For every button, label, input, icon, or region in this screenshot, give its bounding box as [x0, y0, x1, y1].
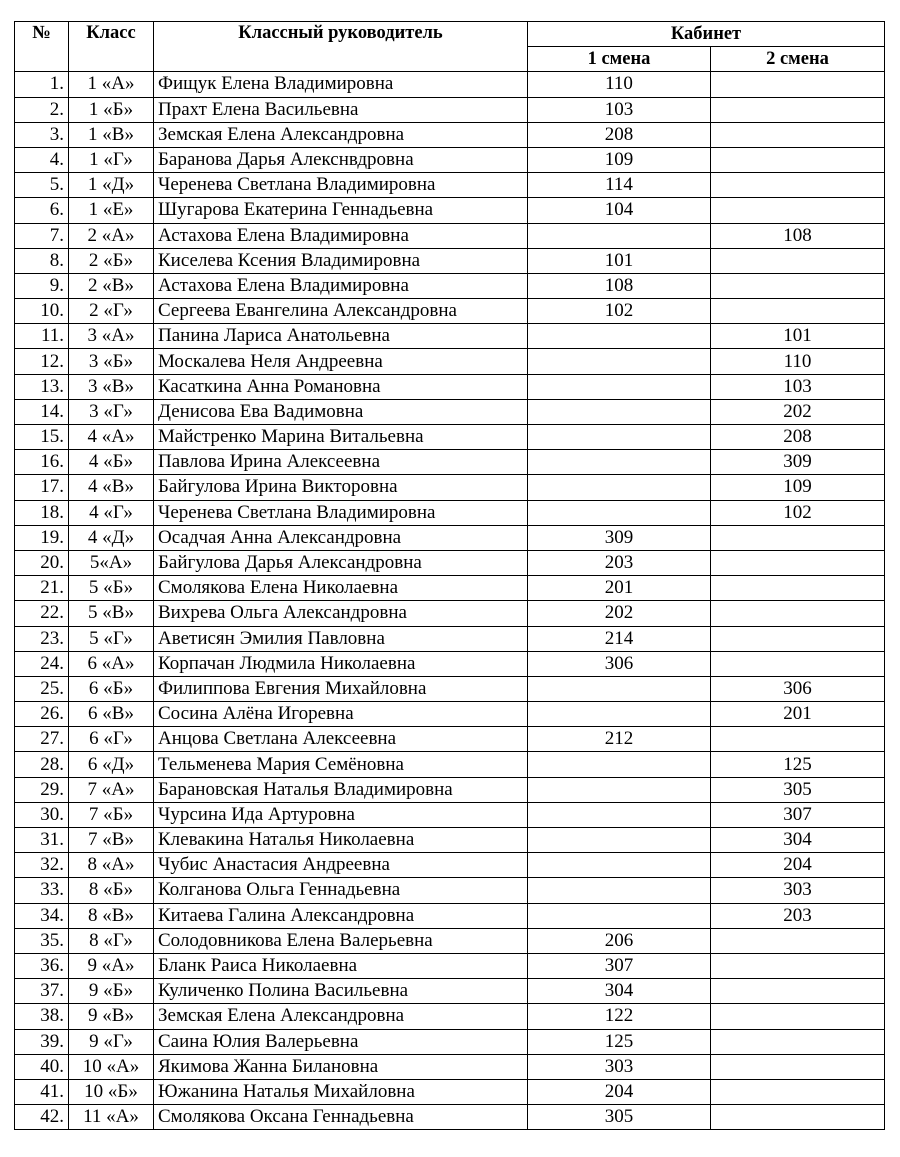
cell-shift-2-room: 305 [711, 777, 885, 802]
cell-class: 6 «Б» [69, 676, 154, 701]
table-row [15, 122, 885, 147]
cell-teacher: Астахова Елена Владимировна [154, 223, 528, 248]
cell-number: 41. [15, 1079, 69, 1104]
table-row [15, 626, 885, 651]
cell-shift-1-room: 214 [528, 626, 711, 651]
cell-shift-2-room: 102 [711, 500, 885, 525]
cell-shift-2-room: 203 [711, 903, 885, 928]
cell-number: 10. [15, 299, 69, 324]
cell-teacher: Панина Лариса Анатольевна [154, 324, 528, 349]
cell-class: 2 «А» [69, 223, 154, 248]
cell-class: 5 «Г» [69, 626, 154, 651]
cell-class: 2 «Г» [69, 299, 154, 324]
cell-class: 10 «А» [69, 1054, 154, 1079]
table-row [15, 399, 885, 424]
cell-teacher: Шугарова Екатерина Геннадьевна [154, 198, 528, 223]
cell-teacher: Прахт Елена Васильевна [154, 97, 528, 122]
cell-teacher: Якимова Жанна Билановна [154, 1054, 528, 1079]
cell-class: 4 «А» [69, 425, 154, 450]
cell-shift-2-room [711, 1029, 885, 1054]
cell-class: 2 «В» [69, 273, 154, 298]
cell-number: 12. [15, 349, 69, 374]
cell-class: 9 «В» [69, 1004, 154, 1029]
cell-teacher: Денисова Ева Вадимовна [154, 399, 528, 424]
cell-class: 5«А» [69, 550, 154, 575]
cell-class: 9 «Г» [69, 1029, 154, 1054]
cell-teacher: Сергеева Евангелина Александровна [154, 299, 528, 324]
cell-class: 6 «Г» [69, 727, 154, 752]
cell-number: 23. [15, 626, 69, 651]
cell-shift-2-room [711, 173, 885, 198]
cell-teacher: Куличенко Полина Васильевна [154, 979, 528, 1004]
table-header [15, 22, 885, 72]
cell-teacher: Майстренко Марина Витальевна [154, 425, 528, 450]
cell-number: 27. [15, 727, 69, 752]
cell-shift-1-room [528, 374, 711, 399]
cell-number: 20. [15, 550, 69, 575]
table-row [15, 802, 885, 827]
cell-class: 3 «Г» [69, 399, 154, 424]
cell-shift-1-room [528, 223, 711, 248]
cell-shift-2-room: 208 [711, 425, 885, 450]
cell-teacher: Корпачан Людмила Николаевна [154, 651, 528, 676]
cell-shift-2-room [711, 953, 885, 978]
table-row [15, 198, 885, 223]
cell-teacher: Анцова Светлана Алексеевна [154, 727, 528, 752]
cell-shift-2-room: 303 [711, 878, 885, 903]
table-row [15, 727, 885, 752]
cell-shift-1-room: 208 [528, 122, 711, 147]
cell-shift-1-room [528, 828, 711, 853]
cell-class: 6 «В» [69, 702, 154, 727]
cell-teacher: Касаткина Анна Романовна [154, 374, 528, 399]
cell-class: 10 «Б» [69, 1079, 154, 1104]
table-row [15, 450, 885, 475]
cell-teacher: Солодовникова Елена Валерьевна [154, 928, 528, 953]
cell-teacher: Клевакина Наталья Николаевна [154, 828, 528, 853]
cell-class: 9 «Б» [69, 979, 154, 1004]
cell-shift-2-room [711, 72, 885, 97]
cell-shift-1-room: 102 [528, 299, 711, 324]
class-teachers-table [14, 21, 885, 1130]
table-row [15, 324, 885, 349]
cell-teacher: Киселева Ксения Владимировна [154, 248, 528, 273]
cell-number: 37. [15, 979, 69, 1004]
cell-number: 8. [15, 248, 69, 273]
cell-class: 11 «А» [69, 1105, 154, 1130]
cell-number: 21. [15, 576, 69, 601]
cell-teacher: Байгулова Ирина Викторовна [154, 475, 528, 500]
header-shift-1: 1 смена [528, 47, 711, 72]
cell-teacher: Москалева Неля Андреевна [154, 349, 528, 374]
cell-class: 4 «Б» [69, 450, 154, 475]
table-row [15, 853, 885, 878]
table-row [15, 525, 885, 550]
cell-shift-2-room [711, 979, 885, 1004]
cell-shift-1-room [528, 903, 711, 928]
cell-teacher: Чубис Анастасия Андреевна [154, 853, 528, 878]
cell-shift-2-room [711, 727, 885, 752]
table-row [15, 928, 885, 953]
cell-teacher: Осадчая Анна Александровна [154, 525, 528, 550]
table-row [15, 903, 885, 928]
cell-shift-1-room [528, 349, 711, 374]
cell-number: 39. [15, 1029, 69, 1054]
cell-class: 8 «Б» [69, 878, 154, 903]
cell-class: 6 «Д» [69, 752, 154, 777]
cell-class: 2 «Б» [69, 248, 154, 273]
cell-class: 7 «Б» [69, 802, 154, 827]
cell-shift-1-room [528, 500, 711, 525]
cell-shift-1-room: 125 [528, 1029, 711, 1054]
cell-teacher: Черенева Светлана Владимировна [154, 173, 528, 198]
table-row [15, 1054, 885, 1079]
table-row [15, 1004, 885, 1029]
cell-shift-2-room [711, 525, 885, 550]
cell-shift-2-room: 202 [711, 399, 885, 424]
cell-shift-2-room [711, 601, 885, 626]
cell-class: 3 «А» [69, 324, 154, 349]
header-class: Класс [69, 22, 154, 72]
cell-class: 1 «Д» [69, 173, 154, 198]
cell-shift-2-room [711, 147, 885, 172]
cell-shift-2-room [711, 122, 885, 147]
cell-teacher: Черенева Светлана Владимировна [154, 500, 528, 525]
cell-shift-1-room [528, 399, 711, 424]
table-row [15, 500, 885, 525]
table-row [15, 676, 885, 701]
cell-shift-2-room: 307 [711, 802, 885, 827]
cell-shift-1-room: 122 [528, 1004, 711, 1029]
table-row [15, 374, 885, 399]
cell-shift-2-room [711, 928, 885, 953]
cell-shift-1-room: 103 [528, 97, 711, 122]
cell-shift-2-room: 109 [711, 475, 885, 500]
table-row [15, 475, 885, 500]
cell-number: 36. [15, 953, 69, 978]
cell-number: 17. [15, 475, 69, 500]
table-row [15, 752, 885, 777]
cell-number: 34. [15, 903, 69, 928]
cell-number: 11. [15, 324, 69, 349]
cell-shift-1-room [528, 752, 711, 777]
cell-number: 18. [15, 500, 69, 525]
table-row [15, 299, 885, 324]
cell-number: 3. [15, 122, 69, 147]
cell-shift-1-room: 212 [528, 727, 711, 752]
cell-number: 28. [15, 752, 69, 777]
cell-teacher: Баранова Дарья Алекснвдровна [154, 147, 528, 172]
cell-shift-2-room [711, 299, 885, 324]
cell-shift-1-room [528, 802, 711, 827]
cell-shift-1-room [528, 475, 711, 500]
cell-shift-1-room: 110 [528, 72, 711, 97]
cell-shift-1-room [528, 777, 711, 802]
cell-shift-1-room [528, 878, 711, 903]
cell-teacher: Барановская Наталья Владимировна [154, 777, 528, 802]
cell-number: 4. [15, 147, 69, 172]
cell-class: 9 «А» [69, 953, 154, 978]
cell-number: 35. [15, 928, 69, 953]
cell-shift-2-room: 101 [711, 324, 885, 349]
cell-class: 4 «Г» [69, 500, 154, 525]
cell-number: 16. [15, 450, 69, 475]
cell-number: 24. [15, 651, 69, 676]
cell-class: 5 «Б» [69, 576, 154, 601]
cell-number: 38. [15, 1004, 69, 1029]
cell-teacher: Сосина Алёна Игоревна [154, 702, 528, 727]
cell-class: 3 «В» [69, 374, 154, 399]
header-row-1 [15, 22, 885, 47]
table-row [15, 147, 885, 172]
cell-teacher: Южанина Наталья Михайловна [154, 1079, 528, 1104]
cell-number: 25. [15, 676, 69, 701]
cell-teacher: Бланк Раиса Николаевна [154, 953, 528, 978]
cell-shift-1-room: 108 [528, 273, 711, 298]
cell-class: 8 «В» [69, 903, 154, 928]
cell-class: 8 «А» [69, 853, 154, 878]
table-row [15, 979, 885, 1004]
table-body [15, 72, 885, 1130]
table-row [15, 1105, 885, 1130]
cell-number: 32. [15, 853, 69, 878]
cell-teacher: Колганова Ольга Геннадьевна [154, 878, 528, 903]
table-row [15, 576, 885, 601]
header-number: № [15, 22, 69, 72]
table-row [15, 1079, 885, 1104]
table-row [15, 273, 885, 298]
cell-shift-2-room [711, 1105, 885, 1130]
cell-class: 1 «Б» [69, 97, 154, 122]
cell-shift-1-room: 304 [528, 979, 711, 1004]
cell-shift-1-room: 303 [528, 1054, 711, 1079]
cell-number: 42. [15, 1105, 69, 1130]
cell-number: 15. [15, 425, 69, 450]
cell-number: 9. [15, 273, 69, 298]
cell-teacher: Филиппова Евгения Михайловна [154, 676, 528, 701]
cell-number: 1. [15, 72, 69, 97]
cell-shift-2-room [711, 626, 885, 651]
cell-shift-1-room [528, 450, 711, 475]
table-row [15, 601, 885, 626]
cell-teacher: Земская Елена Александровна [154, 122, 528, 147]
cell-shift-2-room [711, 576, 885, 601]
cell-class: 7 «В» [69, 828, 154, 853]
cell-number: 2. [15, 97, 69, 122]
cell-shift-2-room: 306 [711, 676, 885, 701]
cell-class: 3 «Б» [69, 349, 154, 374]
cell-shift-1-room: 306 [528, 651, 711, 676]
cell-number: 6. [15, 198, 69, 223]
cell-teacher: Фищук Елена Владимировна [154, 72, 528, 97]
cell-teacher: Смолякова Елена Николаевна [154, 576, 528, 601]
cell-teacher: Тельменева Мария Семёновна [154, 752, 528, 777]
cell-shift-1-room: 206 [528, 928, 711, 953]
cell-teacher: Китаева Галина Александровна [154, 903, 528, 928]
table-row [15, 173, 885, 198]
cell-shift-1-room: 305 [528, 1105, 711, 1130]
cell-number: 5. [15, 173, 69, 198]
table-row [15, 72, 885, 97]
table-row [15, 97, 885, 122]
cell-teacher: Чурсина Ида Артуровна [154, 802, 528, 827]
cell-shift-1-room [528, 853, 711, 878]
cell-teacher: Смолякова Оксана Геннадьевна [154, 1105, 528, 1130]
cell-shift-2-room [711, 198, 885, 223]
table-row [15, 953, 885, 978]
cell-number: 29. [15, 777, 69, 802]
cell-class: 7 «А» [69, 777, 154, 802]
cell-class: 1 «Г» [69, 147, 154, 172]
cell-number: 30. [15, 802, 69, 827]
table-row [15, 550, 885, 575]
table-row [15, 1029, 885, 1054]
table-row [15, 223, 885, 248]
cell-shift-1-room: 309 [528, 525, 711, 550]
cell-number: 13. [15, 374, 69, 399]
cell-shift-2-room: 204 [711, 853, 885, 878]
cell-shift-2-room: 309 [711, 450, 885, 475]
cell-class: 1 «В» [69, 122, 154, 147]
table-row [15, 878, 885, 903]
cell-class: 6 «А» [69, 651, 154, 676]
table-row [15, 828, 885, 853]
cell-shift-2-room [711, 550, 885, 575]
table-row [15, 349, 885, 374]
cell-class: 4 «Д» [69, 525, 154, 550]
cell-number: 19. [15, 525, 69, 550]
cell-teacher: Аветисян Эмилия Павловна [154, 626, 528, 651]
cell-shift-2-room [711, 1004, 885, 1029]
cell-class: 1 «А» [69, 72, 154, 97]
table-row [15, 651, 885, 676]
cell-teacher: Павлова Ирина Алексеевна [154, 450, 528, 475]
cell-shift-2-room [711, 97, 885, 122]
cell-shift-1-room: 203 [528, 550, 711, 575]
cell-teacher: Вихрева Ольга Александровна [154, 601, 528, 626]
cell-teacher: Саина Юлия Валерьевна [154, 1029, 528, 1054]
cell-shift-2-room: 103 [711, 374, 885, 399]
cell-shift-1-room: 104 [528, 198, 711, 223]
cell-class: 8 «Г» [69, 928, 154, 953]
table-row [15, 248, 885, 273]
cell-shift-2-room [711, 248, 885, 273]
cell-class: 1 «Е» [69, 198, 154, 223]
table-row [15, 425, 885, 450]
cell-shift-1-room: 201 [528, 576, 711, 601]
cell-number: 40. [15, 1054, 69, 1079]
cell-shift-2-room: 108 [711, 223, 885, 248]
header-cabinet: Кабинет [528, 22, 885, 47]
table-row [15, 702, 885, 727]
cell-number: 22. [15, 601, 69, 626]
cell-shift-1-room: 204 [528, 1079, 711, 1104]
cell-shift-2-room [711, 1054, 885, 1079]
cell-shift-1-room [528, 324, 711, 349]
cell-shift-1-room: 202 [528, 601, 711, 626]
cell-shift-1-room: 109 [528, 147, 711, 172]
cell-shift-1-room [528, 676, 711, 701]
cell-shift-2-room: 304 [711, 828, 885, 853]
cell-shift-1-room: 307 [528, 953, 711, 978]
cell-shift-2-room [711, 1079, 885, 1104]
cell-teacher: Астахова Елена Владимировна [154, 273, 528, 298]
cell-number: 31. [15, 828, 69, 853]
table-row [15, 777, 885, 802]
cell-class: 4 «В» [69, 475, 154, 500]
header-shift-2: 2 смена [711, 47, 885, 72]
cell-number: 14. [15, 399, 69, 424]
cell-shift-1-room [528, 425, 711, 450]
cell-shift-1-room: 114 [528, 173, 711, 198]
cell-teacher: Земская Елена Александровна [154, 1004, 528, 1029]
cell-shift-1-room [528, 702, 711, 727]
header-teacher: Классный руководитель [154, 22, 528, 72]
cell-shift-2-room: 201 [711, 702, 885, 727]
cell-shift-1-room: 101 [528, 248, 711, 273]
cell-class: 5 «В» [69, 601, 154, 626]
cell-number: 33. [15, 878, 69, 903]
cell-shift-2-room [711, 651, 885, 676]
cell-teacher: Байгулова Дарья Александровна [154, 550, 528, 575]
cell-shift-2-room: 125 [711, 752, 885, 777]
cell-number: 26. [15, 702, 69, 727]
cell-shift-2-room: 110 [711, 349, 885, 374]
cell-shift-2-room [711, 273, 885, 298]
cell-number: 7. [15, 223, 69, 248]
